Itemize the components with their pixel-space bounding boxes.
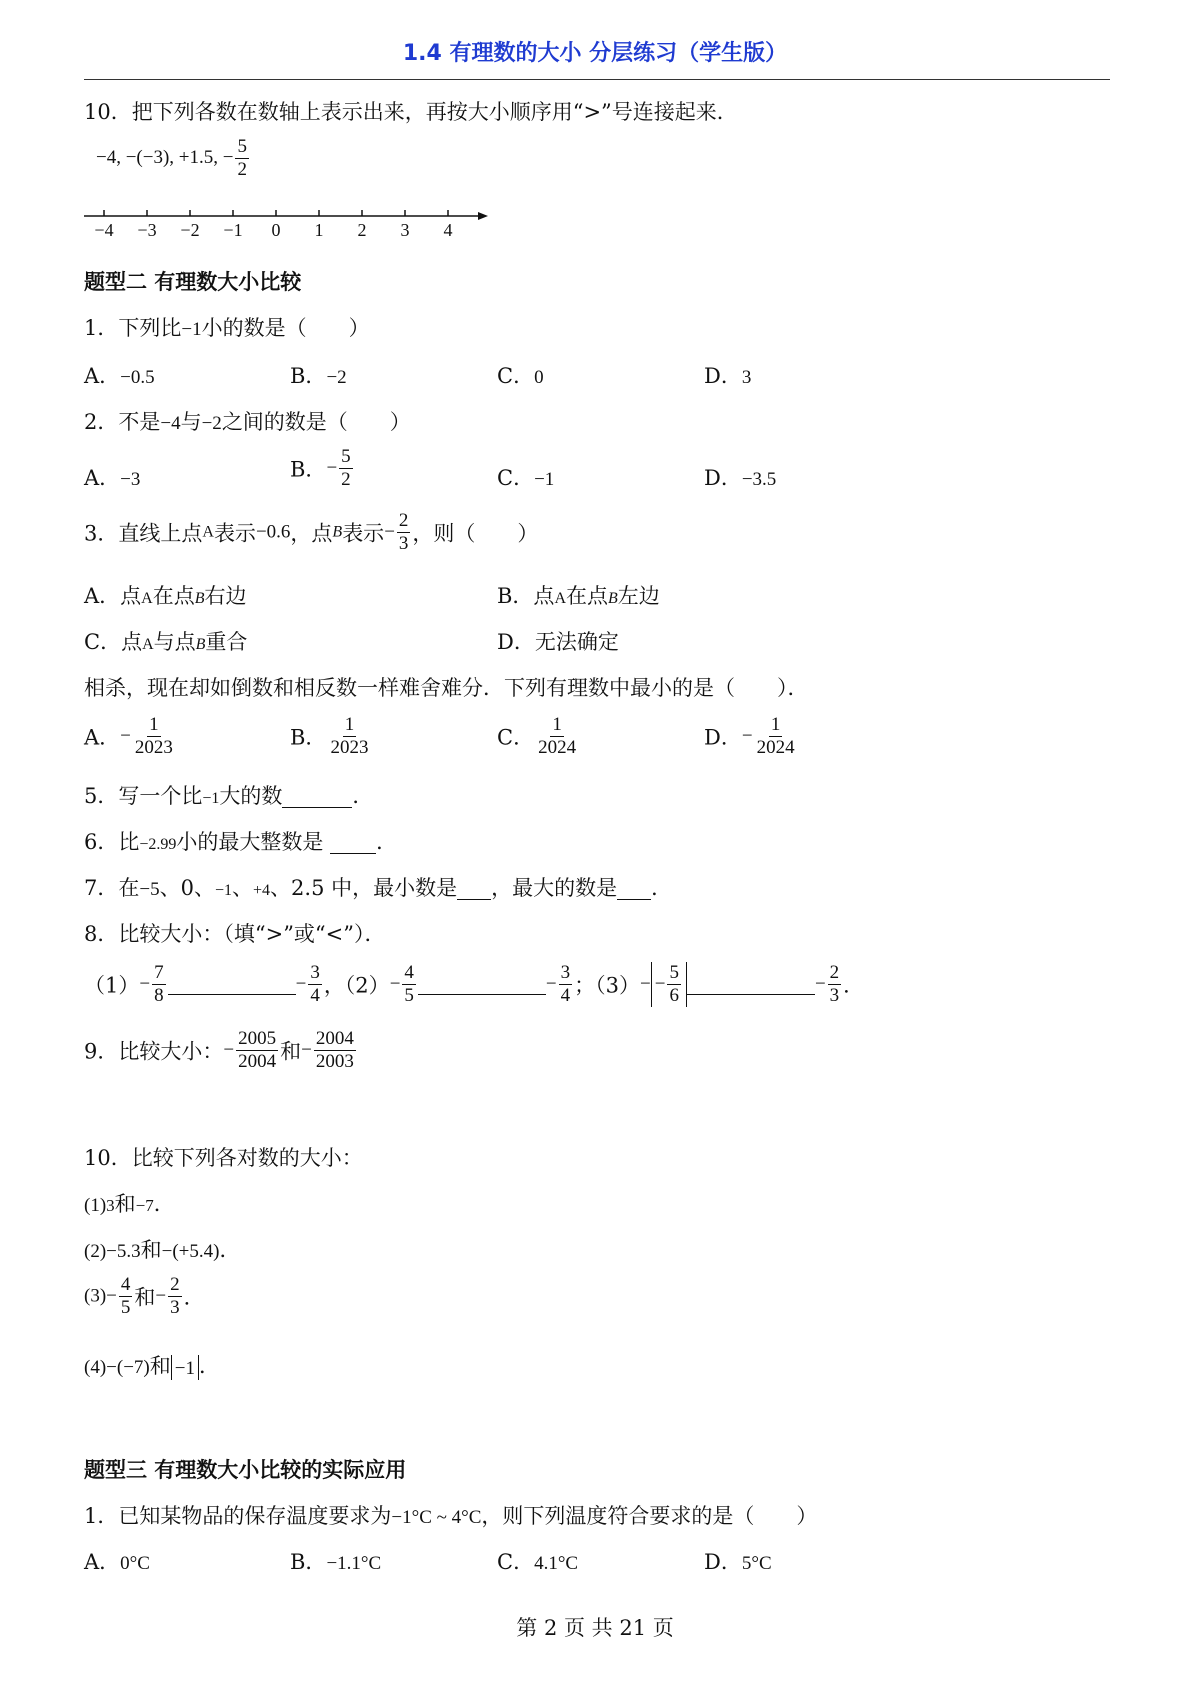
q1b-option-b[interactable]: B．−1.1°C (290, 1550, 382, 1574)
q1b-option-c[interactable]: C．4.1°C (497, 1550, 579, 1574)
number-line (80, 198, 490, 240)
q6-answer-blank[interactable] (330, 833, 376, 854)
q10-stem: 10．比较下列各对数的大小： (84, 1146, 363, 1170)
q2-option-b[interactable]: B．− $\frac{5}{2}$ (290, 446, 351, 490)
q4-option-d[interactable]: D．− $\frac{1}{2024}$ (704, 714, 795, 758)
number-line-tick-label: −1 (223, 220, 243, 240)
q1b-option-a[interactable]: A．0°C (84, 1550, 150, 1574)
q4-stem: 相杀，现在却如倒数和相反数一样难舍难分．下列有理数中最小的是（ ）． (84, 676, 809, 700)
number-line-ticks (94, 210, 452, 240)
q4-option-a[interactable]: A．− $\frac{1}{2023}$ (84, 714, 173, 758)
q3-option-a[interactable]: A．点A在点B右边 (84, 584, 247, 608)
q10-part4-abs-value: −1 (171, 1355, 199, 1380)
number-line-tick-label: −4 (94, 220, 114, 240)
number-line-tick-label: −3 (137, 220, 157, 240)
q6: 6．比−2.99小的最大整数是 ． (84, 830, 398, 854)
section2-title: 题型二 有理数大小比较 (84, 270, 302, 294)
q5-answer-blank[interactable] (282, 787, 352, 808)
q1-option-d[interactable]: D．3 (704, 364, 752, 388)
q8-part3-blank[interactable] (687, 974, 815, 995)
q2-option-a[interactable]: A．−3 (84, 466, 141, 490)
q1b-option-d[interactable]: D．5°C (704, 1550, 772, 1574)
number-line-tick-label: 3 (400, 220, 410, 240)
q10-top-stem: 10．把下列各数在数轴上表示出来，再按大小顺序用“>”号连接起来． (84, 100, 738, 124)
q7-min-blank[interactable] (457, 879, 491, 900)
q8-stem: 8．比较大小：（填“>”或“<”）． (84, 922, 386, 946)
q10-part1: (1)3和−7． (84, 1192, 175, 1216)
page-header-title: 1.4 有理数的大小 分层练习（学生版） (402, 41, 788, 66)
q1-option-b[interactable]: B．−2 (290, 364, 347, 388)
q8-abs-value: − $\frac{5}{6}$ (651, 962, 687, 1007)
q9: 9．比较大小：− $\frac{2005}{2004}$ 和− $\frac{2004}{2003}$ (84, 1028, 354, 1072)
q2-option-c[interactable]: C．−1 (497, 466, 555, 490)
q3-stem: 3．直线上点A表示−0.6，点B表示− $\frac{2}{3}$ ，则（ ） (84, 510, 539, 554)
q4-option-b[interactable]: B． $\frac{1}{2023}$ (290, 714, 369, 758)
q1-option-c[interactable]: C．0 (497, 364, 544, 388)
q1-option-a[interactable]: A．−0.5 (84, 364, 155, 388)
q4-option-c[interactable]: C． $\frac{1}{2024}$ (497, 714, 577, 758)
q3-option-b[interactable]: B．点A在点B左边 (497, 584, 660, 608)
q3-option-d[interactable]: D．无法确定 (497, 630, 619, 654)
q10-top-numbers-prefix: −4, −(−3), +1.5, − (96, 146, 234, 168)
q10-part2: (2)−5.3和−(+5.4)． (84, 1238, 241, 1262)
q10-top-fraction: $\frac{5}{2}$ (237, 136, 247, 180)
q5: 5．写一个比−1大的数 ． (84, 784, 374, 808)
q7: 7．在−5、0、−1、+4、2.5 中，最小数是 ，最大的数是 ． (84, 876, 673, 900)
page-footer: 第 2 页 共 21 页 (516, 1616, 674, 1640)
q10-top-numbers (96, 136, 251, 181)
q8-parts: （1）− $\frac{7}{8}$ − $\frac{3}{4}$ ，（2）− $\frac{4}{5}$ − $\frac{3}{4}$ ；（3）− − $\frac{5}{6}$ − $\frac{2}{3}$ ． (84, 962, 865, 1006)
number-line-tick-label: 0 (271, 220, 281, 240)
q2-option-d[interactable]: D．−3.5 (704, 466, 777, 490)
q7-max-blank[interactable] (617, 879, 651, 900)
q8-part2-blank[interactable] (418, 974, 546, 995)
header-rule (84, 79, 1110, 80)
q3-option-c[interactable]: C．点A与点B重合 (84, 630, 248, 654)
number-line-tick-label: 1 (314, 220, 324, 240)
q1-stem: 1．下列比−1小的数是（ ） (84, 316, 370, 340)
number-line-tick-label: 2 (357, 220, 367, 240)
section3-title: 题型三 有理数大小比较的实际应用 (84, 1458, 407, 1482)
q10-part3: (3)− $\frac{4}{5}$ 和− $\frac{2}{3}$ ． (84, 1274, 205, 1318)
q1b-stem: 1．已知某物品的保存温度要求为−1°C ~ 4°C，则下列温度符合要求的是（ ） (84, 1504, 818, 1528)
number-line-tick-label: −2 (180, 220, 200, 240)
q2-stem: 2．不是−4与−2之间的数是（ ） (84, 410, 411, 434)
q1-stem-math: −1 (181, 319, 202, 340)
number-line-tick-label: 4 (443, 220, 453, 240)
q8-part1-blank[interactable] (168, 974, 296, 995)
number-line-arrow-icon (478, 212, 488, 220)
q10-part4: (4)−(−7)和 −1 ． (84, 1354, 220, 1379)
